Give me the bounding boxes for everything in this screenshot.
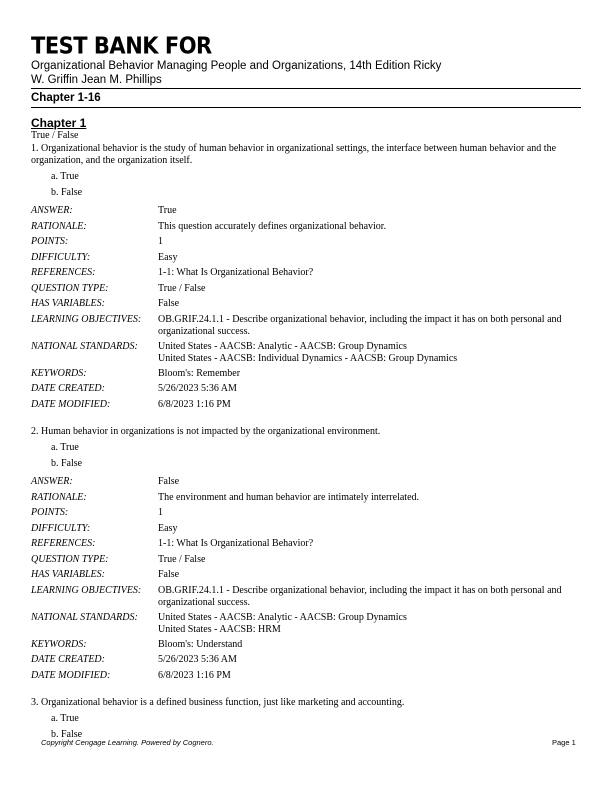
- date-created-row: [31, 381, 581, 397]
- references-value: 1-1: What Is Organizational Behavior?: [158, 267, 314, 278]
- difficulty-value: Easy: [158, 251, 178, 263]
- references-label: REFERENCES:: [31, 267, 96, 278]
- points-row: [31, 234, 581, 250]
- book-title-line-1: Organizational Behavior Managing People and Organizations, 14th Edition Ricky: [31, 60, 442, 72]
- date-created-value: 5/26/2023 5:36 AM: [158, 654, 237, 665]
- national-standards-line-2: United States - AACSB: Individual Dynamics - AACSB: Group Dynamics: [158, 352, 458, 364]
- answer-row: [31, 474, 581, 490]
- question-2: [31, 426, 581, 683]
- choice-b: b. False: [51, 729, 83, 740]
- date-created-row: [31, 652, 581, 668]
- points-value: 1: [158, 236, 163, 247]
- has-variables-value: False: [158, 569, 180, 580]
- question-type-row: [31, 281, 581, 297]
- book-title-line-2: W. Griffin Jean M. Phillips: [31, 74, 162, 86]
- national-standards-value: [158, 339, 578, 365]
- learning-objectives-value: OB.GRIF.24.1.1 - Describe organizational behavior, including the impact it has on both personal and organizational success.: [158, 313, 562, 337]
- answer-label: ANSWER:: [31, 205, 73, 216]
- footer-copyright: Copyright Cengage Learning. Powered by Cognero.: [41, 738, 214, 747]
- choice-b: b. False: [51, 458, 83, 469]
- references-row: [31, 265, 581, 281]
- has-variables-row: [31, 296, 581, 312]
- question-3: [31, 697, 581, 743]
- date-modified-label: DATE MODIFIED:: [31, 398, 111, 410]
- difficulty-value: Easy: [158, 522, 178, 534]
- national-standards-value: [158, 610, 578, 636]
- national-standards-line-1: United States - AACSB: Analytic - AACSB: Group Dynamics: [158, 340, 407, 352]
- question-text: 1. Organizational behavior is the study of human behavior in organizational settings, the interface between human behavior and the organization, and the organization itself.: [31, 143, 557, 166]
- rationale-value: This question accurately defines organizational behavior.: [158, 220, 387, 232]
- difficulty-label: DIFFICULTY:: [31, 251, 91, 263]
- references-row: [31, 536, 581, 552]
- date-modified-row: [31, 397, 581, 413]
- choice-a: a. True: [51, 171, 79, 182]
- question-type-value: True / False: [158, 282, 206, 294]
- points-row: [31, 505, 581, 521]
- date-created-label: DATE CREATED:: [31, 383, 105, 394]
- rationale-label: RATIONALE:: [31, 220, 87, 232]
- date-created-label: DATE CREATED:: [31, 654, 105, 665]
- date-created-value: 5/26/2023 5:36 AM: [158, 383, 237, 394]
- answer-value: True: [158, 205, 177, 216]
- difficulty-row: [31, 521, 581, 537]
- difficulty-label: DIFFICULTY:: [31, 522, 91, 534]
- question-text: 3. Organizational behavior is a defined business function, just like marketing and accounting.: [31, 697, 405, 708]
- header-divider-top: [31, 88, 581, 89]
- header-divider-bottom: [31, 107, 581, 108]
- has-variables-value: False: [158, 298, 180, 309]
- section-label: True / False: [31, 130, 79, 141]
- learning-objectives-row: [31, 312, 581, 339]
- national-standards-line-2: United States - AACSB: HRM: [158, 623, 281, 635]
- question-type-value: True / False: [158, 553, 206, 565]
- choice-a: a. True: [51, 442, 79, 453]
- footer-page-number: Page 1: [552, 738, 576, 747]
- points-value: 1: [158, 507, 163, 518]
- chapter-range: Chapter 1-16: [31, 92, 101, 104]
- learning-objectives-label: LEARNING OBJECTIVES:: [31, 313, 142, 325]
- choice-a: a. True: [51, 713, 79, 724]
- question-type-row: [31, 552, 581, 568]
- question-type-label: QUESTION TYPE:: [31, 553, 109, 565]
- points-label: POINTS:: [31, 507, 69, 518]
- learning-objectives-label: LEARNING OBJECTIVES:: [31, 584, 142, 596]
- references-value: 1-1: What Is Organizational Behavior?: [158, 538, 314, 549]
- keywords-row: [31, 366, 581, 382]
- question-text: 2. Human behavior in organizations is not impacted by the organizational environment.: [31, 426, 381, 437]
- answer-row: [31, 203, 581, 219]
- question-1: [31, 143, 581, 412]
- chapter-heading: Chapter 1: [31, 116, 87, 130]
- points-label: POINTS:: [31, 236, 69, 247]
- references-label: REFERENCES:: [31, 538, 96, 549]
- keywords-row: [31, 637, 581, 653]
- difficulty-row: [31, 250, 581, 266]
- date-modified-value: 6/8/2023 1:16 PM: [158, 669, 231, 681]
- national-standards-line-1: United States - AACSB: Analytic - AACSB: Group Dynamics: [158, 611, 407, 623]
- keywords-label: KEYWORDS:: [31, 367, 87, 379]
- rationale-row: [31, 219, 581, 235]
- answer-label: ANSWER:: [31, 476, 73, 487]
- national-standards-label: NATIONAL STANDARDS:: [31, 611, 138, 623]
- date-modified-row: [31, 668, 581, 684]
- has-variables-row: [31, 567, 581, 583]
- rationale-row: [31, 490, 581, 506]
- answer-value: False: [158, 476, 180, 487]
- has-variables-label: HAS VARIABLES:: [31, 569, 105, 580]
- national-standards-label: NATIONAL STANDARDS:: [31, 340, 138, 352]
- national-standards-row: [31, 339, 581, 366]
- book-title: [31, 59, 591, 87]
- keywords-value: Bloom's: Understand: [158, 638, 243, 650]
- rationale-value: The environment and human behavior are intimately interrelated.: [158, 491, 420, 503]
- date-modified-label: DATE MODIFIED:: [31, 669, 111, 681]
- document-title: TEST BANK FOR: [31, 32, 212, 60]
- keywords-value: Bloom's: Remember: [158, 367, 241, 379]
- keywords-label: KEYWORDS:: [31, 638, 87, 650]
- rationale-label: RATIONALE:: [31, 491, 87, 503]
- question-type-label: QUESTION TYPE:: [31, 282, 109, 294]
- date-modified-value: 6/8/2023 1:16 PM: [158, 398, 231, 410]
- national-standards-row: [31, 610, 581, 637]
- has-variables-label: HAS VARIABLES:: [31, 298, 105, 309]
- learning-objectives-value: OB.GRIF.24.1.1 - Describe organizational behavior, including the impact it has on both personal and organizational success.: [158, 584, 562, 608]
- choice-b: b. False: [51, 187, 83, 198]
- learning-objectives-row: [31, 583, 581, 610]
